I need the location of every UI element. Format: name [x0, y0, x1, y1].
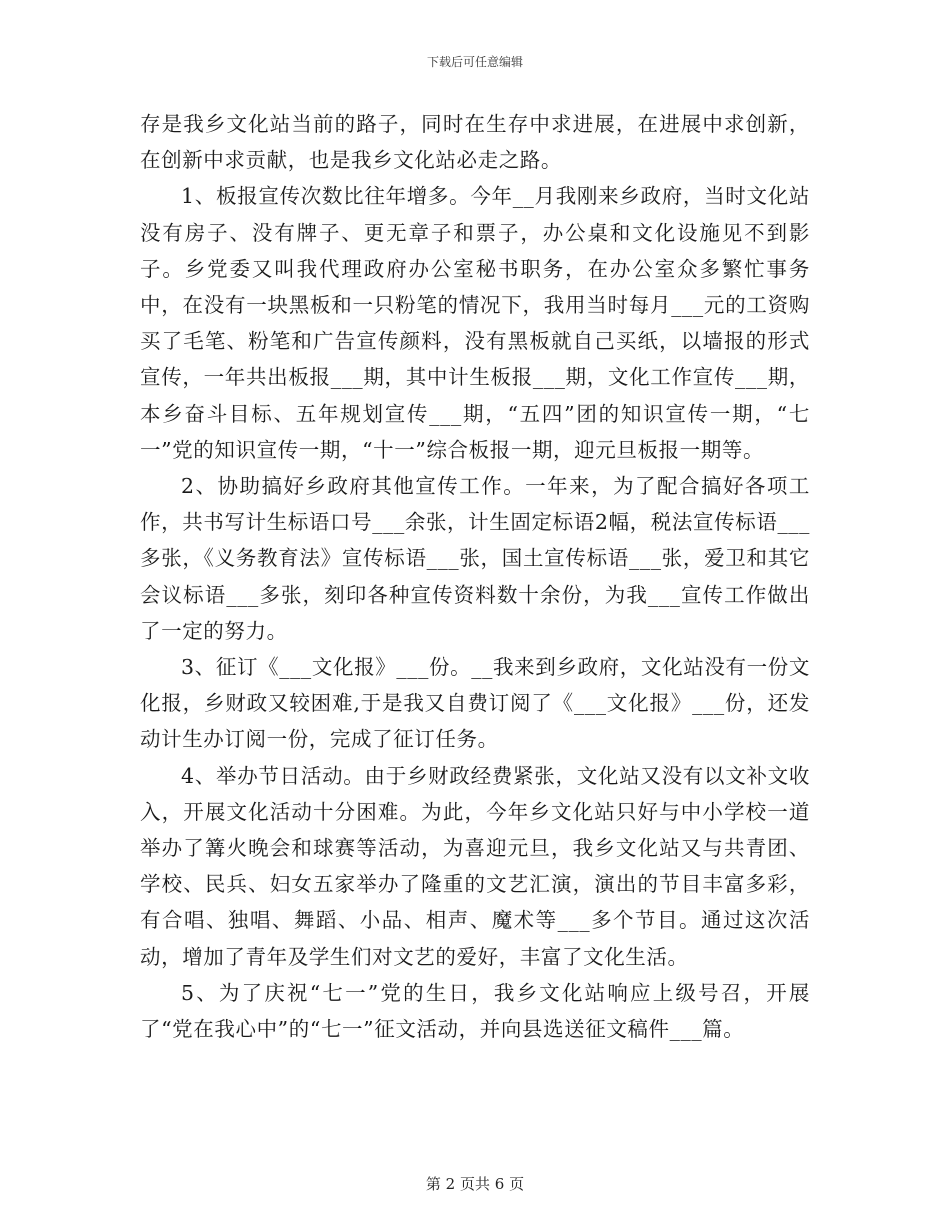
page-header: 下载后可任意编辑 [426, 55, 523, 69]
paragraph-item-1: 1、板报宣传次数比往年增多。今年__月我刚来乡政府，当时文化站没有房子、没有牌子、更无章子和票子，办公桌和文化设施见不到影子。乡党委又叫我代理政府办公室秘书职务，在办公室众多繁忙事务中，在没有一块黑板和一只粉笔的情况下，我用当时每月___元的工资购买了毛笔、粉笔和广告宣传颜料，没有黑板就自己买纸，以墙报的形式宣传，一年共出板报___期，其中计生板报___期，文化工作宣传___期，本乡奋斗目标、五年规划宣传___期，“五四”团的知识宣传一期，“七一”党的知识宣传一期，“十一”综合板报一期，迎元旦板报一期等。 [140, 184, 810, 462]
document-body [140, 106, 810, 1047]
paragraph-item-5: 5、为了庆祝“七一”党的生日，我乡文化站响应上级号召，开展了“党在我心中”的“七一”征文活动，并向县选送征文稿件___篇。 [140, 980, 810, 1042]
paragraph-intro: 存是我乡文化站当前的路子，同时在生存中求进展，在进展中求创新，在创新中求贡献，也是我乡文化站必走之路。 [140, 112, 810, 173]
page-footer: 第 2 页共 6 页 [425, 1175, 525, 1193]
paragraph-item-4: 4、举办节日活动。由于乡财政经费紧张，文化站又没有以文补文收入，开展文化活动十分困难。为此，今年乡文化站只好与中小学校一道举办了篝火晚会和球赛等活动，为喜迎元旦，我乡文化站又与共青团、学校、民兵、妇女五家举办了隆重的文艺汇演，演出的节目丰富多彩，有合唱、独唱、舞蹈、小品、相声、魔术等___多个节目。通过这次活动，增加了青年及学生们对文艺的爱好，丰富了文化生活。 [140, 763, 810, 969]
paragraph-item-3: 3、征订《___文化报》___份。__我来到乡政府，文化站没有一份文化报，乡财政又较困难,于是我又自费订阅了《___文化报》___份，还发动计生办订阅一份，完成了征订任务。 [140, 655, 810, 752]
paragraph-item-2: 2、协助搞好乡政府其他宣传工作。一年来，为了配合搞好各项工作，共书写计生标语口号___余张，计生固定标语2幅，税法宣传标语___多张，《义务教育法》宣传标语___张，国土宣传标语___张，爱卫和其它会议标语___多张，刻印各种宣传资料数十余份，为我___宣传工作做出了一定的努力。 [140, 474, 810, 643]
